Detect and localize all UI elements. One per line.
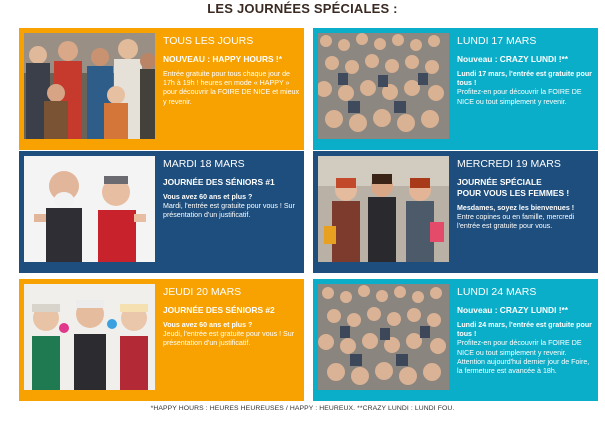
card-mercredi-19-mars [313, 151, 598, 273]
card-headline: JOURNÉE DES SÉNIORS #1 [163, 177, 275, 187]
cheering-crowd-photo [318, 33, 449, 139]
card-headline: NOUVEAU : HAPPY HOURS !* [163, 54, 282, 64]
card-description-bold: Mesdames, soyez les bienvenues ! [457, 204, 575, 212]
card-lundi-24-mars [313, 279, 598, 401]
cheering-crowd-photo [318, 284, 449, 390]
card-text [449, 156, 593, 268]
senior-couple-photo [24, 156, 155, 262]
card-text [449, 33, 593, 145]
card-description-body: Profitez-en pour découvrir la FOIRE DE NICE ou tout simplement y revenir. Attention aujourd'hui dernier jour de Foire, la fermeture est avancée à 18h. [457, 339, 590, 376]
card-description: Entrée gratuite pour tous chaque jour de 17h à 19h ! heures en mode « HAPPY » pour découvrir la FOIRE DE NICE et mieux y revenir. [163, 70, 299, 106]
card-headline [457, 177, 593, 199]
card-day: LUNDI 17 MARS [457, 35, 537, 47]
card-text [155, 156, 299, 268]
card-lundi-17-mars [313, 28, 598, 150]
card-day: MARDI 18 MARS [163, 158, 245, 170]
card-description-body: Entre copines ou en famille, mercredi l'entrée est gratuite pour vous. [457, 213, 575, 231]
women-shopping-photo [318, 156, 449, 262]
card-text [155, 284, 299, 396]
card-mardi-18-mars [19, 151, 304, 273]
senior-women-photo [24, 284, 155, 390]
card-description [457, 70, 593, 107]
card-description-bold: Lundi 17 mars, l'entrée est gratuite pour tous ! [457, 70, 592, 88]
card-description [163, 321, 299, 349]
card-text [155, 33, 299, 145]
card-description-body: Jeudi, l'entrée est gratuite pour vous ! Sur présentation d'un justificatif. [163, 330, 295, 348]
card-description [163, 193, 299, 221]
footnote: *HAPPY HOURS : HEURES HEUREUSES / HAPPY : HEUREUX. **CRAZY LUNDI : LUNDI FOU. [150, 405, 455, 412]
card-description-body: Profitez-en pour découvrir la FOIRE DE NICE ou tout simplement y revenir. [457, 88, 582, 106]
card-text [449, 284, 593, 396]
card-description [457, 204, 593, 232]
card-description-bold: Vous avez 60 ans et plus ? [163, 193, 253, 201]
card-headline: Nouveau : CRAZY LUNDI !** [457, 305, 569, 315]
card-headline: JOURNÉE DES SÉNIORS #2 [163, 305, 275, 315]
card-headline-line2: POUR VOUS LES FEMMES ! [457, 188, 570, 198]
card-description-bold: Lundi 24 mars, l'entrée est gratuite pour tous ! [457, 321, 592, 339]
card-headline-line1: JOURNÉE SPÉCIALE [457, 177, 542, 187]
crowd-partying-photo [24, 33, 155, 139]
card-headline: Nouveau : CRAZY LUNDI !** [457, 54, 569, 64]
card-tous-les-jours [19, 28, 304, 150]
card-description-body: Mardi, l'entrée est gratuite pour vous ! Sur présentation d'un justificatif. [163, 202, 295, 220]
card-day: LUNDI 24 MARS [457, 286, 537, 298]
card-day: MERCREDI 19 MARS [457, 158, 561, 170]
card-day: JEUDI 20 MARS [163, 286, 242, 298]
card-day: TOUS LES JOURS [163, 35, 254, 47]
card-description [457, 321, 593, 376]
card-description-bold: Vous avez 60 ans et plus ? [163, 321, 253, 329]
page-title: LES JOURNÉES SPÉCIALES : [207, 1, 398, 16]
card-jeudi-20-mars [19, 279, 304, 401]
